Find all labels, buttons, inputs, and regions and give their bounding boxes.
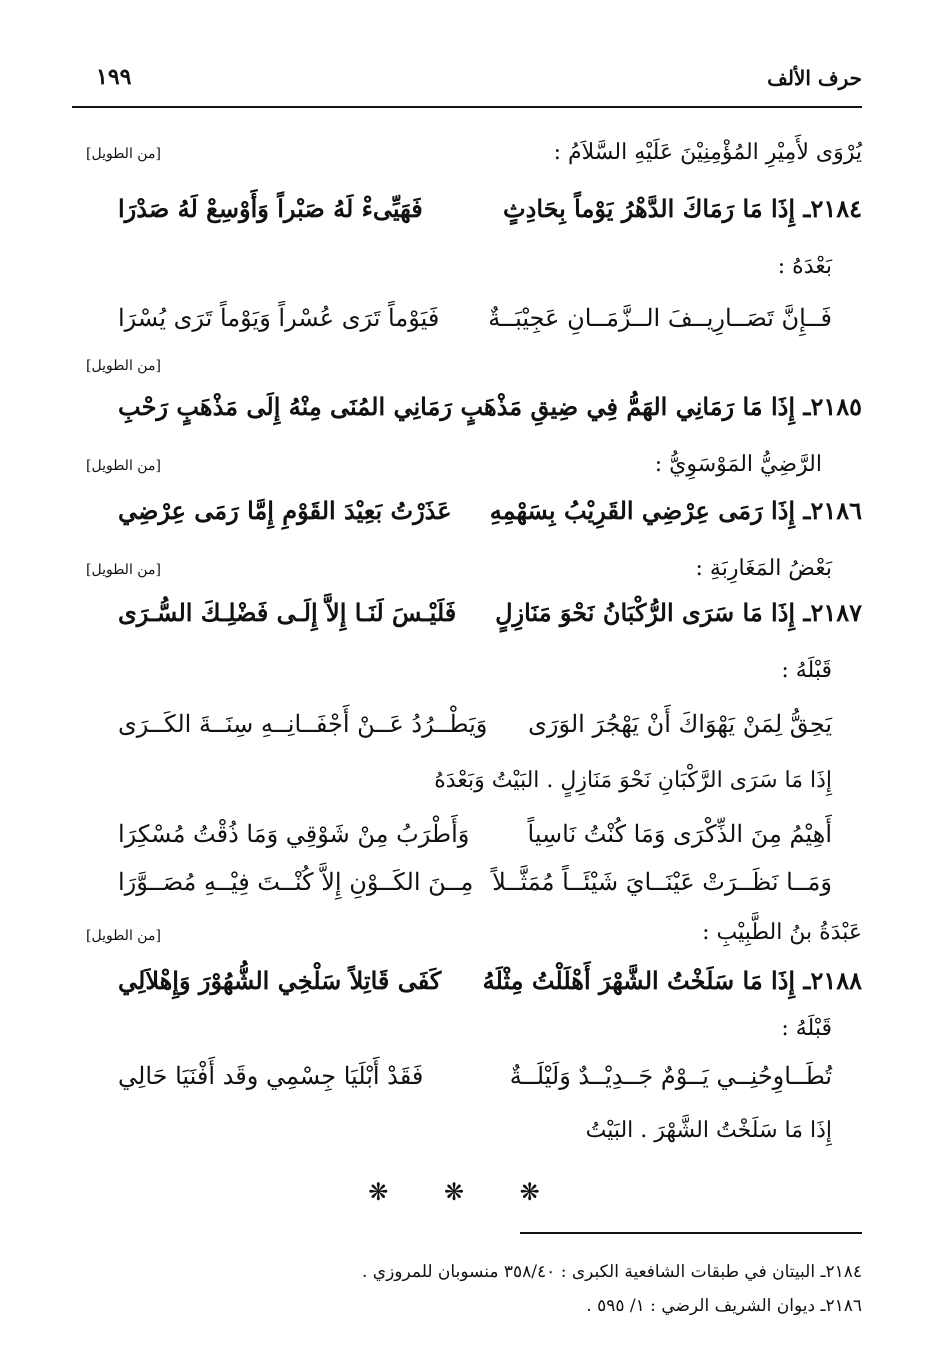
verse-first-hemistich: فَــإِنَّ تَصَــارِيــفَ الــزَّمَــانِ عَجِيْبَــةٌ [488,304,832,332]
meter-label: [من الطويل] [86,458,161,474]
verse-first-hemistich: أَهِيْمُ مِنَ الذِّكْرَى وَمَا كُنْتُ نَاسِياً [527,820,832,848]
verse-second-hemistich: فَهَيِّىءْ لَهُ صَبْراً وَأَوْسِعْ لَهُ صَدْرَا [118,194,423,223]
entry-intro: بَعْضُ المَغَارِبَةِ : [695,556,832,581]
verse-second-hemistich: مِــنَ الكَــوْنِ إِلاَّ كُنْــتَ فِيْــهِ مُصَــوَّرَا [118,868,474,896]
running-header-title: حرف الألف [767,66,862,90]
entry-intro: يُرْوَى لأَمِيْرِ المُؤْمِنِيْنَ عَلَيْهِ السَّلاَمُ : [553,140,862,165]
quoted-line: إِذَا مَا سَلَخْتُ الشَّهْرَ . البَيْتُ [585,1118,832,1143]
section-separator: ❋ ❋ ❋ [368,1178,564,1206]
before-label: قَبْلَهُ : [781,1016,832,1041]
before-label: قَبْلَهُ : [781,658,832,683]
meter-label: [من الطويل] [86,358,161,374]
verse-first-hemistich: يَحِقُّ لِمَنْ يَهْوَاكَ أَنْ يَهْجُرَ الوَرَى [528,710,832,738]
verse-first-hemistich: تُطَــاوِحُنِــي يَــوْمٌ جَــدِيْــدٌ وَلَيْلَــةٌ [509,1062,832,1090]
verse-first-hemistich: ٢١٨٥ـ إِذَا مَا رَمَانِي الهَمُّ فِي ضِيقِ مَذْهَبٍ [460,392,862,421]
header-rule [72,106,862,108]
verse-second-hemistich: عَذَرْتُ بَعِيْدَ القَوْمِ إِمَّا رَمَى عِرْضِي [118,496,452,525]
verse-second-hemistich: فَيَوْماً تَرَى عُسْراً وَيَوْماً تَرَى يُسْرَا [118,304,440,332]
meter-label: [من الطويل] [86,146,161,162]
verse-first-hemistich: ٢١٨٦ـ إِذَا رَمَى عِرْضِي القَرِيْبُ بِسَهْمِهِ [489,496,862,525]
verse-second-hemistich: كَفَى قَاتِلاً سَلْخِي الشُّهُوْرَ وَإِهْلاَلِي [118,966,442,995]
entry-intro: الرَّضِيُّ المَوْسَوِيُّ : [654,452,822,477]
verse-first-hemistich: ٢١٨٤ـ إِذَا مَا رَمَاكَ الدَّهْرُ يَوْماً بِحَادِثٍ [503,194,862,223]
verse-second-hemistich: وَيَطْــرُدُ عَــنْ أَجْفَــانِــهِ سِنَــةَ الكَــرَى [118,710,488,738]
footnote-rule [520,1232,862,1234]
verse-second-hemistich: فَلَيْـسَ لَنَـا إِلاَّ إِلَـى فَضْلِـكَ السُّـرَى [118,598,457,627]
footnote: ٢١٨٤ـ البيتان في طبقات الشافعية الكبرى : ٣٥٨/٤٠ منسوبان للمروزي . [361,1262,862,1282]
verse-second-hemistich: فَقَدْ أَبْلَيَا جِسْمِي وقَد أَفْنَيَا حَالِي [118,1062,424,1090]
verse-second-hemistich: وَأَطْرَبُ مِنْ شَوْقِي وَمَا ذُقْتُ مُسْكِرَا [118,820,470,848]
entry-intro: عَبْدَةُ بنُ الطَّبِيْبِ : [702,920,862,945]
after-label: بَعْدَهُ : [777,254,832,279]
verse-first-hemistich: ٢١٨٧ـ إِذَا مَا سَرَى الرُّكْبَانُ نَحْوَ مَنَازِلٍ [495,598,862,627]
verse-first-hemistich: ٢١٨٨ـ إِذَا مَا سَلَخْتُ الشَّهْرَ أَهْلَلْتُ مِثْلَهُ [482,966,862,995]
verse-first-hemistich: وَمَــا نَظَــرَتْ عَيْنَــايَ شَيْئَــاً مُمَثَّــلاً [492,868,832,896]
page-number: ١٩٩ [96,64,132,90]
verse-second-hemistich: رَمَانِي المُنَى مِنْهُ إِلَى مَذْهَبٍ رَحْبِ [118,392,452,421]
meter-label: [من الطويل] [86,562,161,578]
meter-label: [من الطويل] [86,928,161,944]
quoted-line: إِذَا مَا سَرَى الرَّكْبَانِ نَحْوَ مَنَازِلٍ . البَيْتُ وَبَعْدَهُ [434,768,832,793]
footnote: ٢١٨٦ـ ديوان الشريف الرضي : ١/ ٥٩٥ . [586,1296,862,1316]
